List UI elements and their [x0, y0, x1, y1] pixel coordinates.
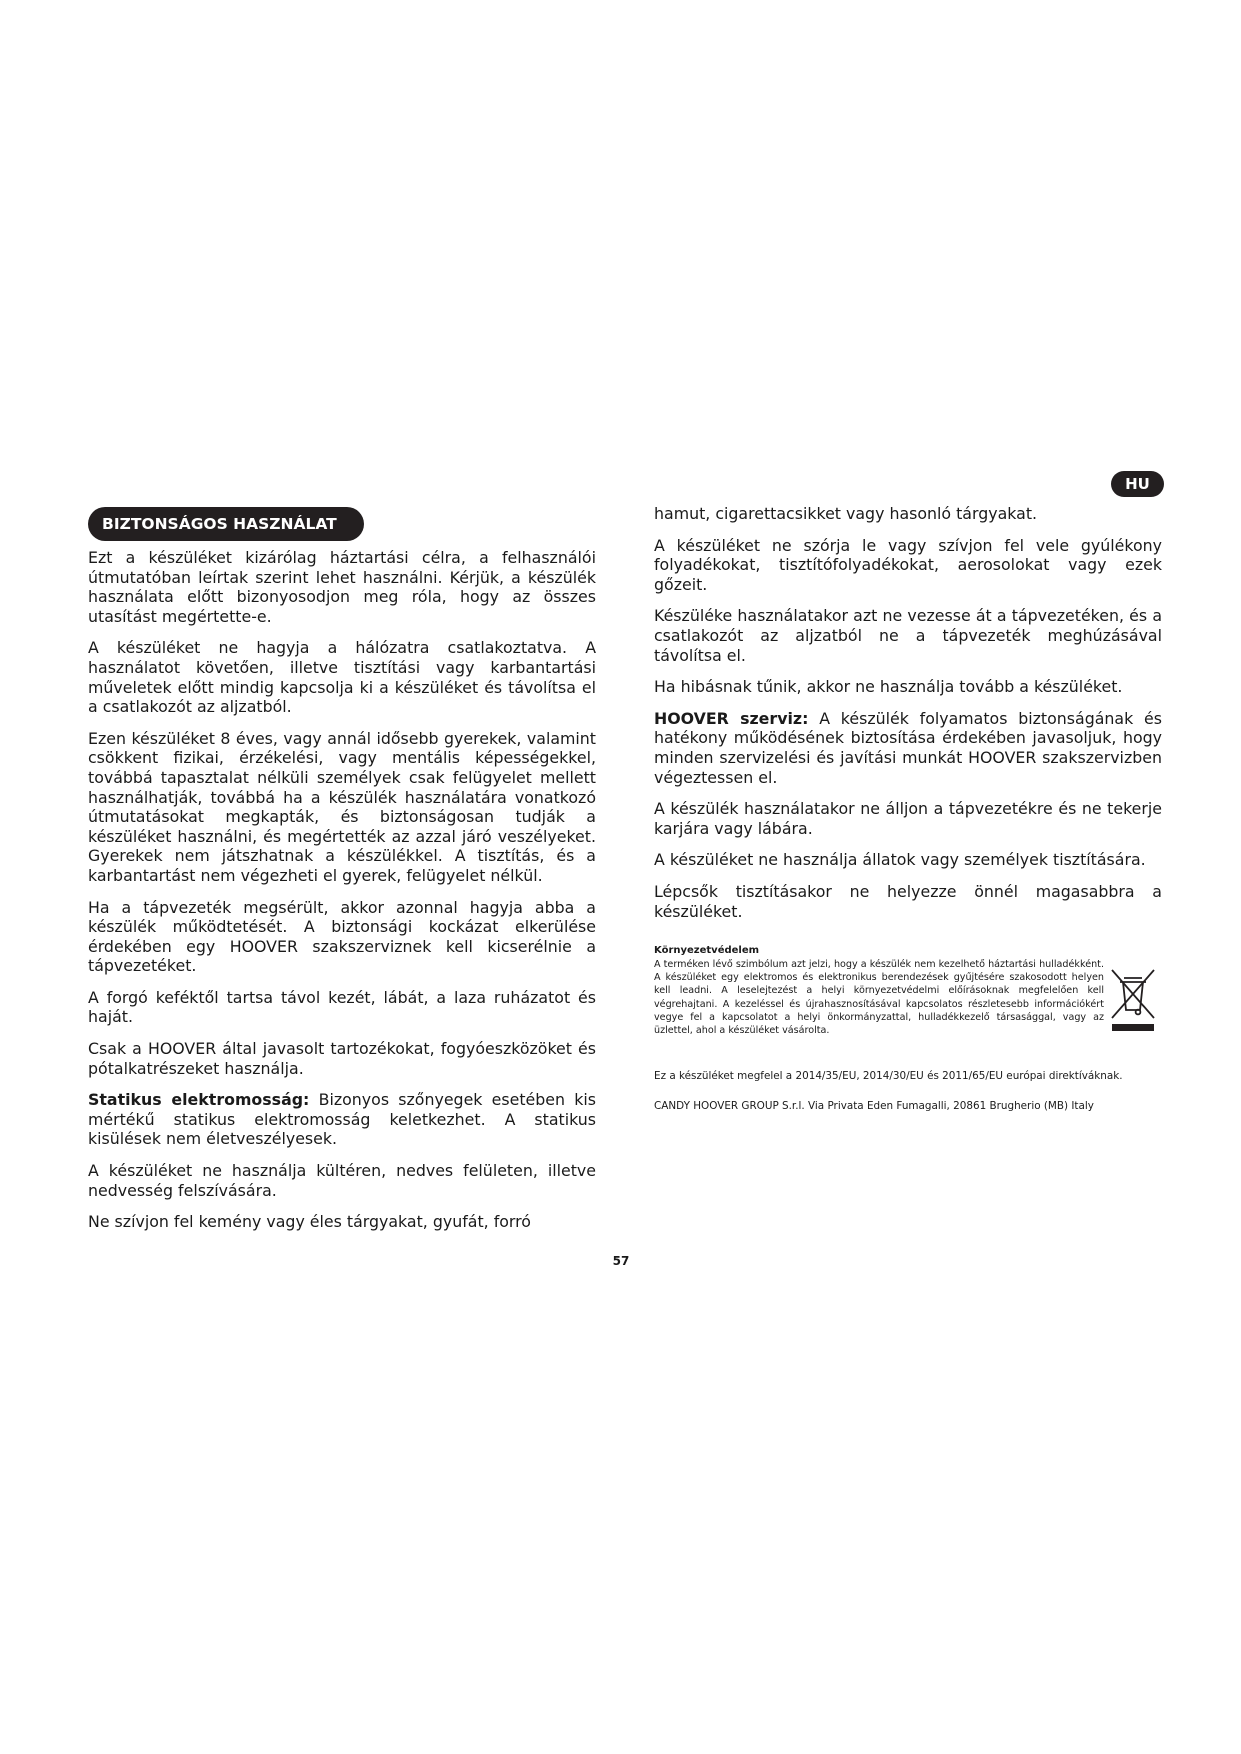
paragraph-body: A készülék folyamatos biztonságának és hatékony működésének biztosítása érdekében javasoljuk, hogy minden szervizelési és javítási munkát HOOVER szakszervizben végeztessen el.: [654, 708, 1162, 787]
environment-section: [654, 944, 1162, 1037]
paragraph-hoover-service: [654, 709, 1162, 787]
paragraph: A készüléket ne használja kültéren, nedves felületen, illetve nedvesség felszívására.: [88, 1161, 596, 1200]
paragraph: Lépcsők tisztításakor ne helyezze önnél magasabbra a készüléket.: [654, 881, 1162, 921]
section-title: BIZTONSÁGOS HASZNÁLAT: [88, 507, 364, 541]
paragraph: Ha hibásnak tűnik, akkor ne használja tovább a készüléket.: [654, 677, 1123, 697]
weee-crossed-bin-icon: [1110, 966, 1158, 1036]
directives-line: Ez a készüléket megfelel a 2014/35/EU, 2014/30/EU és 2011/65/EU európai direktíváknak.: [654, 1070, 1123, 1082]
paragraph: Ezt a készüléket kizárólag háztartási célra, a felhasználói útmutatóban leírtak szerint lehet használni. Kérjük, a készülék használata előtt bizonyosodjon meg róla, hogy az összes utasítást megértette-e.: [88, 548, 596, 626]
paragraph: Ezen készüléket 8 éves, vagy annál idősebb gyerekek, valamint csökkent fizikai, érzékelési, vagy mentális képességekkel, továbbá tapasztalat nélküli személyek csak felügyelet mellett használhatják, továbbá ha a készülék használatára vonatkozó útmutatásokat megkapták, és biztonságosan tudják a készüléket használni, és megértették az azzal járó veszélyeket. Gyerekek nem játszhatnak a készülékkel. A tisztítás, és a karbantartást nem végezheti el gyerek, felügyelet nélkül.: [88, 728, 596, 885]
paragraph: Csak a HOOVER által javasolt tartozékokat, fogyóeszközöket és pótalkatrészeket használja.: [88, 1039, 596, 1078]
paragraph-body: Bizonyos szőnyegek esetében kis mértékű statikus elektromosság keletkezhet. A statikus kisülések nem életveszélyesek.: [88, 1090, 597, 1149]
environment-text: A terméken lévő szimbólum azt jelzi, hogy a készülék nem kezelhető háztartási hulladékként. A készüléket egy elektromos és elektronikus berendezések gyűjtésére szakosodott helyen kell leadni. A leselejtezést a helyi környezetvédelmi előírásoknak megfelelően kell végrehajtani. A kezeléssel és újrahasznosításával kapcsolatos részletesebb információkért vegye fel a kapcsolatot a helyi önkormányzattal, hulladékkezelő társasággal, vagy az üzlettel, ahol a készüléket vásárolta.: [654, 959, 1104, 1037]
right-column: [654, 504, 1162, 933]
paragraph: hamut, cigarettacsikket vagy hasonló tárgyakat.: [654, 504, 1038, 523]
paragraph-static-electricity: [88, 1090, 596, 1149]
paragraph: A készüléket ne használja állatok vagy személyek tisztítására.: [654, 850, 1146, 870]
paragraph: A készülék használatakor ne álljon a tápvezetékre és ne tekerje karjára vagy lábára.: [654, 799, 1162, 838]
paragraph: Ne szívjon fel kemény vagy éles tárgyakat, gyufát, forró: [88, 1212, 531, 1232]
paragraph-lead: HOOVER szerviz:: [654, 708, 809, 728]
company-line: CANDY HOOVER GROUP S.r.l. Via Privata Eden Fumagalli, 20861 Brugherio (MB) Italy: [654, 1100, 1094, 1112]
paragraph: A készüléket ne szórja le vagy szívjon fel vele gyúlékony folyadékokat, tisztítófolyadékokat, aerosolokat vagy ezek gőzeit.: [654, 535, 1162, 594]
paragraph: A készüléket ne hagyja a hálózatra csatlakoztatva. A használatot követően, illetve tisztítási vagy karbantartási műveletek előtt mindig kapcsolja ki a készüléket és távolítsa el a csatlakozót az aljzatból.: [88, 638, 596, 717]
paragraph-lead: Statikus elektromosság:: [88, 1090, 310, 1110]
paragraph: Készüléke használatakor azt ne vezesse át a tápvezetéken, és a csatlakozót az aljzatból ne a tápvezeték meghúzásával távolítsa el.: [654, 606, 1162, 665]
left-column: [88, 548, 596, 1244]
page-number: 57: [612, 1254, 630, 1268]
language-badge: HU: [1111, 471, 1164, 497]
environment-title: Környezetvédelem: [654, 945, 760, 956]
paragraph: A forgó keféktől tartsa távol kezét, lábát, a laza ruházatot és haját.: [88, 987, 596, 1027]
environment-row: [654, 958, 1162, 1037]
paragraph: Ha a tápvezeték megsérült, akkor azonnal hagyja abba a készülék működtetését. A biztonsági kockázat elkerülése érdekében egy HOOVER szakszerviznek kell kicserélnie a tápvezetéket.: [88, 897, 596, 976]
